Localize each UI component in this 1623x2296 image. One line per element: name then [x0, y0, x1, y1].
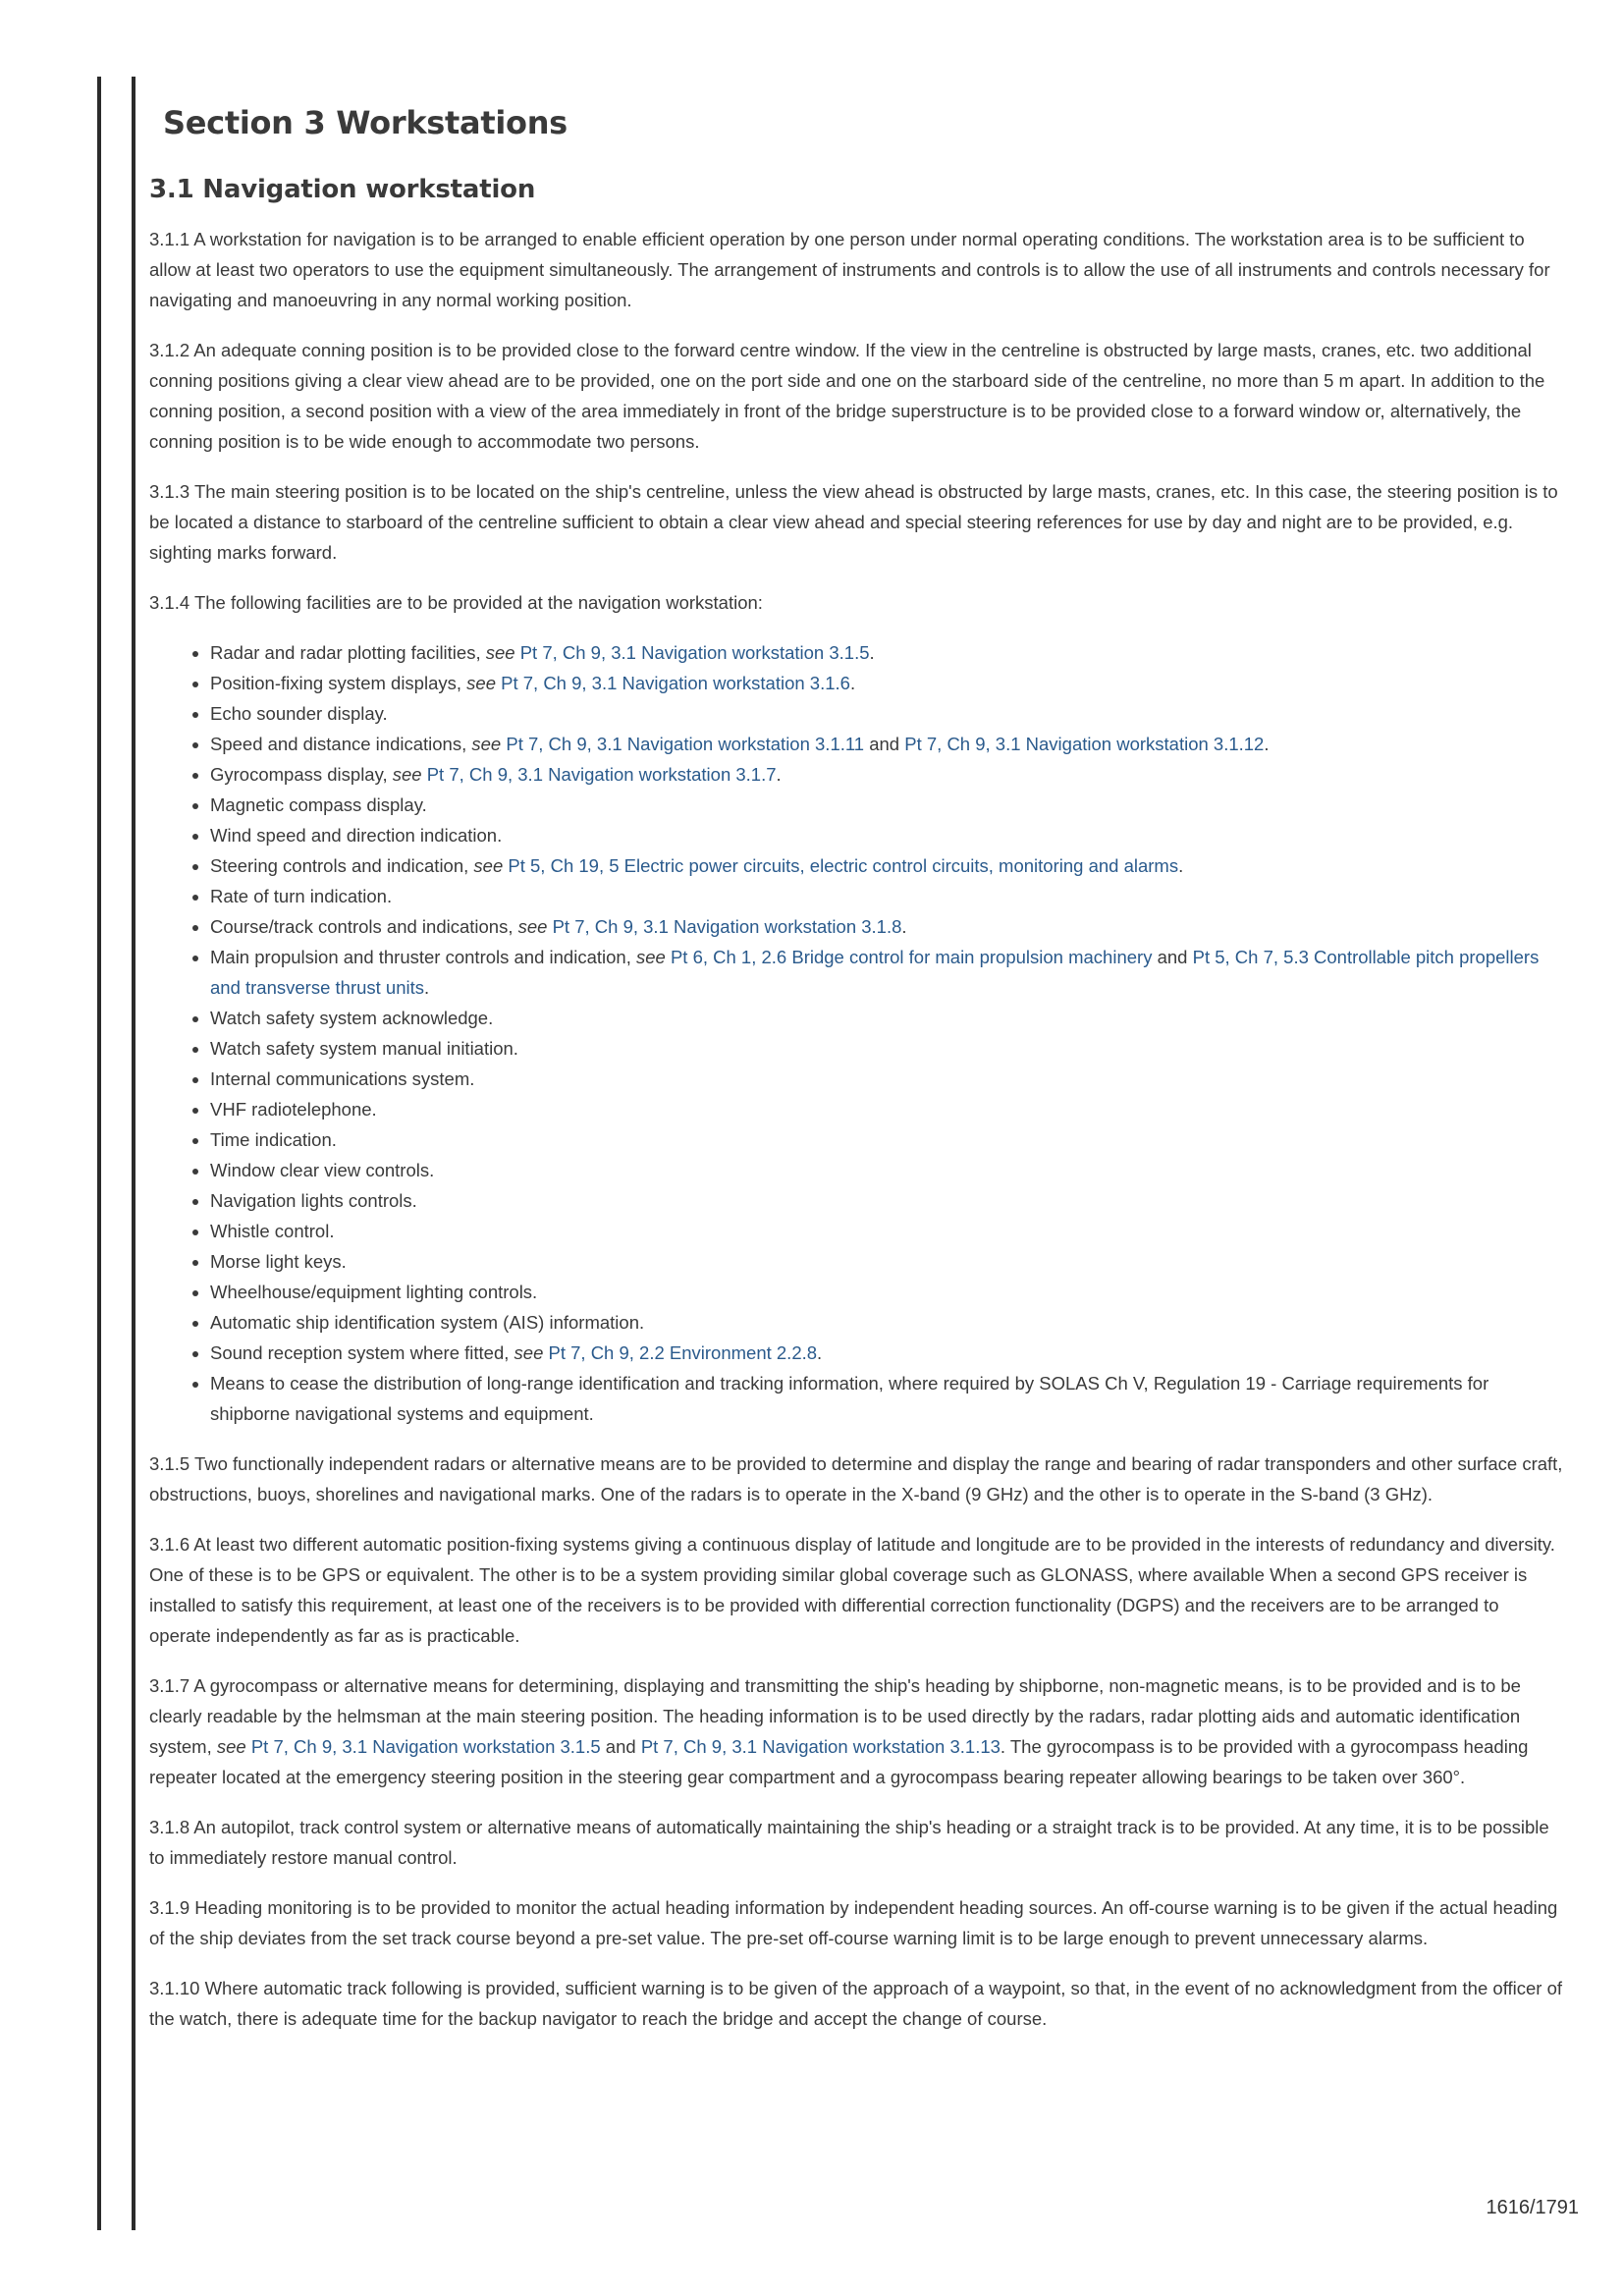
document-content — [149, 104, 1563, 2053]
list-item-vhf: • VHF radiotelephone. — [210, 1094, 1563, 1124]
list-item-steering: • Steering controls and indication, see Pt 5, Ch 19, 5 Electric power circuits, electric control circuits, monitoring and alarms. — [210, 850, 1563, 881]
list-item-window-clear: • Window clear view controls. — [210, 1155, 1563, 1185]
list-item-nav-lights: • Navigation lights controls. — [210, 1185, 1563, 1216]
paragraph-3-1-3: 3.1.3 The main steering position is to be located on the ship's centreline, unless the view ahead is obstructed by large masts, cranes, etc. In this case, the steering position is to be located a distance to starboard of the centreline sufficient to obtain a clear view ahead and special steering references for use by day and night are to be provided, e.g. sighting marks forward. — [149, 481, 1558, 563]
xref-link-3-1-6[interactable]: Pt 7, Ch 9, 3.1 Navigation workstation 3.1.6 — [501, 673, 850, 693]
list-item-position-fixing: • Position-fixing system displays, see Pt 7, Ch 9, 3.1 Navigation workstation 3.1.6. — [210, 668, 1563, 698]
list-item-radar: • Radar and radar plotting facilities, see Pt 7, Ch 9, 3.1 Navigation workstation 3.1.5. — [210, 637, 1563, 668]
page-number: 1616/1791 — [1486, 2197, 1579, 2218]
xref-link-3-1-5-b[interactable]: Pt 7, Ch 9, 3.1 Navigation workstation 3.1.5 — [250, 1736, 601, 1757]
paragraph-3-1-5: 3.1.5 Two functionally independent radars or alternative means are to be provided to determine and display the range and bearing of radar transponders and other surface craft, obstructions, buoys, shorelines and navigational marks. One of the radars is to operate in the X-band (9 GHz) and the other is to operate in the S-band (3 GHz). — [149, 1453, 1563, 1504]
list-item-propulsion: • Main propulsion and thruster controls and indication, see Pt 6, Ch 1, 2.6 Bridge control for main propulsion machinery and Pt 5, Ch 7, 5.3 Controllable pitch propellers and transverse thrust units. — [210, 942, 1563, 1003]
paragraph-3-1-6: 3.1.6 At least two different automatic position-fixing systems giving a continuous display of latitude and longitude are to be provided in the interests of redundancy and diversity. One of these is to be GPS or equivalent. The other is to be a system providing similar global coverage such as GLONASS, where available When a second GPS receiver is installed to satisfy this requirement, at least one of the receivers is to be provided with differential correction functionality (DGPS) and the receivers are to be arranged to operate independently as far as is practicable. — [149, 1534, 1555, 1646]
paragraph-3-1-1: 3.1.1 A workstation for navigation is to be arranged to enable efficient operation by one person under normal operating conditions. The workstation area is to be sufficient to allow at least two operators to use the equipment simultaneously. The arrangement of instruments and controls is to allow the use of all instruments and controls necessary for navigating and manoeuvring in any normal working position. — [149, 229, 1550, 310]
list-item-echo-sounder: • Echo sounder display. — [210, 698, 1563, 729]
xref-link-3-1-11[interactable]: Pt 7, Ch 9, 3.1 Navigation workstation 3.1.11 — [506, 734, 865, 754]
xref-link-pt5-ch7-5-3[interactable]: Pt 5, Ch 7, 5.3 Controllable pitch propellers and transverse thrust units — [210, 947, 1540, 998]
xref-link-pt6-ch1-2-6[interactable]: Pt 6, Ch 1, 2.6 Bridge control for main propulsion machinery — [670, 947, 1153, 967]
list-item-whistle: • Whistle control. — [210, 1216, 1563, 1246]
xref-link-pt5-ch19-5[interactable]: Pt 5, Ch 19, 5 Electric power circuits, electric control circuits, monitoring and alarms — [508, 855, 1179, 876]
paragraph-3-1-2: 3.1.2 An adequate conning position is to be provided close to the forward centre window. If the view in the centreline is obstructed by large masts, cranes, etc. two additional conning positions giving a clear view ahead are to be provided, one on the port side and one on the starboard side of the centreline, no more than 5 m apart. In addition to the conning position, a second position with a view of the area immediately in front of the bridge superstructure is to be provided close to a forward window or, alternatively, the conning position is to be wide enough to accommodate two persons. — [149, 340, 1545, 452]
list-item-lrit: • Means to cease the distribution of long-range identification and tracking information, where required by SOLAS Ch V, Regulation 19 - Carriage requirements for shipborne navigational systems and equipment. — [210, 1368, 1563, 1429]
list-item-internal-comms: • Internal communications system. — [210, 1064, 1563, 1094]
list-item-watch-manual: • Watch safety system manual initiation. — [210, 1033, 1563, 1064]
paragraph-3-1-7: 3.1.7 A gyrocompass or alternative means for determining, displaying and transmitting the ship's heading by shipborne, non-magnetic means, is to be provided and is to be clearly readable by the helmsman at the main steering position. The heading information is to be used directly by the radars, radar plotting aids and automatic identification system, see Pt 7, Ch 9, 3.1 Navigation workstation 3.1.5 and Pt 7, Ch 9, 3.1 Navigation workstation 3.1.13. The gyrocompass is to be provided with a gyrocompass heading repeater located at the emergency steering position in the steering gear compartment and a gyrocompass bearing repeater allowing bearings to be taken over 360°. — [149, 1675, 1529, 1787]
list-item-sound-reception: • Sound reception system where fitted, see Pt 7, Ch 9, 2.2 Environment 2.2.8. — [210, 1338, 1563, 1368]
list-item-morse: • Morse light keys. — [210, 1246, 1563, 1277]
left-margin-bar-outer — [97, 77, 101, 2230]
list-item-wheelhouse-lighting: • Wheelhouse/equipment lighting controls. — [210, 1277, 1563, 1307]
list-item-course-track: • Course/track controls and indications, see Pt 7, Ch 9, 3.1 Navigation workstation 3.1.8. — [210, 911, 1563, 942]
paragraph-3-1-8: 3.1.8 An autopilot, track control system or alternative means of automatically maintaining the ship's heading or a straight track is to be provided. At any time, it is to be possible to immediately restore manual control. — [149, 1817, 1549, 1868]
list-item-speed-distance: • Speed and distance indications, see Pt 7, Ch 9, 3.1 Navigation workstation 3.1.11 and Pt 7, Ch 9, 3.1 Navigation workstation 3.1.12. — [210, 729, 1563, 759]
xref-link-3-1-13[interactable]: Pt 7, Ch 9, 3.1 Navigation workstation 3.1.13 — [640, 1736, 1001, 1757]
list-item-ais: • Automatic ship identification system (AIS) information. — [210, 1307, 1563, 1338]
left-margin-bar-inner — [132, 77, 135, 2230]
list-item-gyrocompass: • Gyrocompass display, see Pt 7, Ch 9, 3.1 Navigation workstation 3.1.7. — [210, 759, 1563, 790]
xref-link-2-2-8[interactable]: Pt 7, Ch 9, 2.2 Environment 2.2.8 — [548, 1342, 818, 1363]
xref-link-3-1-8[interactable]: Pt 7, Ch 9, 3.1 Navigation workstation 3.1.8 — [552, 916, 902, 937]
paragraph-3-1-10: 3.1.10 Where automatic track following is provided, sufficient warning is to be given of the approach of a waypoint, so that, in the event of no acknowledgment from the officer of the watch, there is adequate time for the backup navigator to reach the bridge and accept the change of course. — [149, 1978, 1563, 2029]
list-item-watch-ack: • Watch safety system acknowledge. — [210, 1003, 1563, 1033]
xref-link-3-1-7[interactable]: Pt 7, Ch 9, 3.1 Navigation workstation 3.1.7 — [426, 764, 777, 785]
xref-link-3-1-12[interactable]: Pt 7, Ch 9, 3.1 Navigation workstation 3.1.12 — [904, 734, 1265, 754]
list-item-time: • Time indication. — [210, 1124, 1563, 1155]
list-item-magnetic-compass: • Magnetic compass display. — [210, 790, 1563, 820]
paragraph-3-1-9: 3.1.9 Heading monitoring is to be provided to monitor the actual heading information by independent heading sources. An off-course warning is to be given if the actual heading of the ship deviates from the set track course beyond a pre-set value. The pre-set off-course warning limit is to be large enough to prevent unnecessary alarms. — [149, 1897, 1558, 1948]
section-title: Section 3 Workstations — [163, 104, 568, 141]
list-item-wind: • Wind speed and direction indication. — [210, 820, 1563, 850]
paragraph-3-1-4: 3.1.4 The following facilities are to be provided at the navigation workstation: — [149, 592, 763, 613]
subsection-title: 3.1 Navigation workstation — [149, 175, 536, 204]
facilities-list — [149, 637, 1563, 1429]
xref-link-3-1-5[interactable]: Pt 7, Ch 9, 3.1 Navigation workstation 3.1.5 — [519, 642, 870, 663]
list-item-rate-of-turn: • Rate of turn indication. — [210, 881, 1563, 911]
